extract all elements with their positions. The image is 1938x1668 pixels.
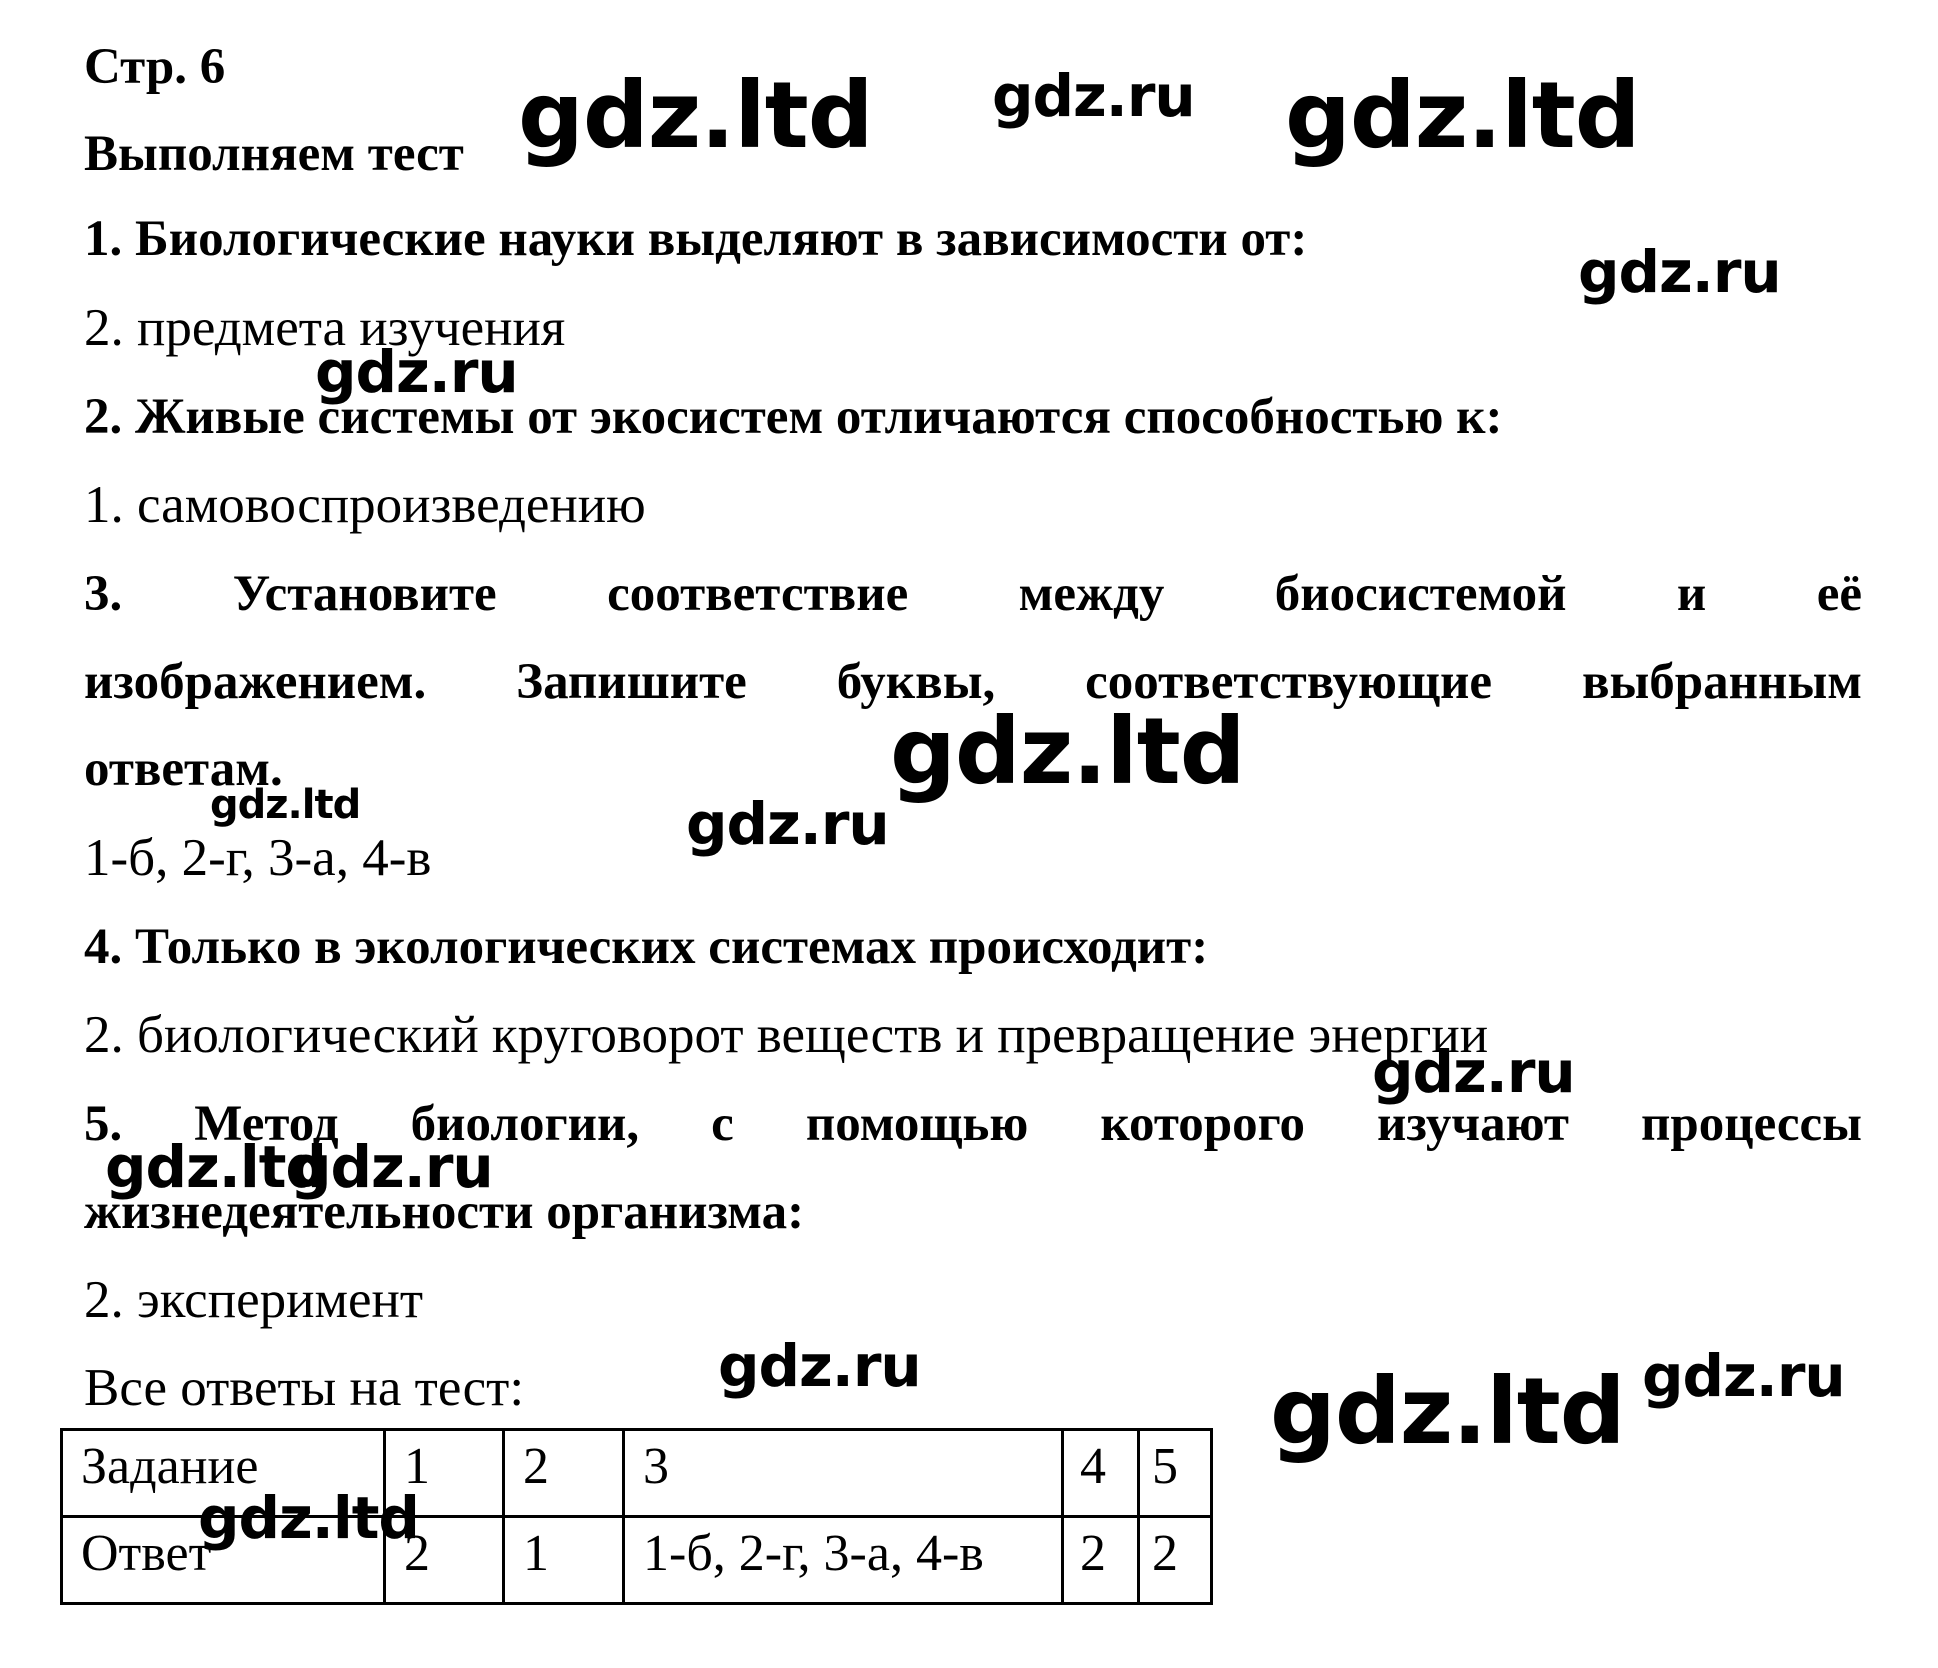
watermark-gdz-ltd: gdz.ltd bbox=[1270, 1358, 1625, 1465]
table-cell: 1 bbox=[385, 1430, 504, 1517]
answer-1: 2. предмета изучения bbox=[84, 299, 566, 357]
question-4: 4. Только в экологических системах происходит: bbox=[84, 919, 1209, 975]
table-cell: 1 bbox=[504, 1517, 624, 1604]
question-3-line-2: изображением. Запишите буквы, соответствующие выбранным bbox=[84, 654, 1862, 710]
table-cell: 4 bbox=[1063, 1430, 1139, 1517]
table-cell: 2 bbox=[1063, 1517, 1139, 1604]
table-cell: 5 bbox=[1139, 1430, 1212, 1517]
question-3-line-3: ответам. bbox=[84, 741, 283, 797]
watermark-gdz-ru: gdz.ru bbox=[290, 1133, 493, 1201]
watermark-gdz-ru: gdz.ru bbox=[315, 338, 518, 406]
question-5-line-2: жизнедеятельности организма: bbox=[84, 1184, 805, 1240]
summary-label: Все ответы на тест: bbox=[84, 1359, 525, 1417]
watermark-gdz-ltd: gdz.ltd bbox=[198, 1484, 419, 1552]
table-cell: 2 bbox=[385, 1517, 504, 1604]
watermark-gdz-ltd: gdz.ltd bbox=[210, 782, 361, 828]
watermark-gdz-ltd: gdz.ltd bbox=[890, 698, 1245, 805]
table-cell: Ответ bbox=[62, 1517, 385, 1604]
watermark-gdz-ru: gdz.ru bbox=[1642, 1342, 1845, 1410]
page-header: Стр. 6 bbox=[84, 39, 226, 95]
watermark-gdz-ru: gdz.ru bbox=[686, 790, 889, 858]
table-cell: 1-б, 2-г, 3-а, 4-в bbox=[624, 1517, 1063, 1604]
question-5-line-1: 5. Метод биологии, с помощью которого изучают процессы bbox=[84, 1096, 1862, 1152]
table-cell: 2 bbox=[504, 1430, 624, 1517]
question-3-line-1: 3. Установите соответствие между биосистемой и её bbox=[84, 566, 1862, 622]
table-cell: 3 bbox=[624, 1430, 1063, 1517]
table-cell: 2 bbox=[1139, 1517, 1212, 1604]
watermark-gdz-ru: gdz.ru bbox=[718, 1332, 921, 1400]
watermark-gdz-ltd: gdz.ltd bbox=[518, 62, 873, 169]
table-cell: Задание bbox=[62, 1430, 385, 1517]
watermark-gdz-ltd: gdz.ltd bbox=[1285, 62, 1640, 169]
watermark-gdz-ru: gdz.ru bbox=[1372, 1038, 1575, 1106]
question-1: 1. Биологические науки выделяют в зависимости от: bbox=[84, 211, 1308, 267]
answer-2: 1. самовоспроизведению bbox=[84, 476, 646, 534]
question-2: 2. Живые системы от экосистем отличаются способностью к: bbox=[84, 389, 1503, 445]
watermark-gdz-ru: gdz.ru bbox=[1578, 238, 1781, 306]
answer-5: 2. эксперимент bbox=[84, 1271, 424, 1329]
answer-4: 2. биологический круговорот веществ и превращение энергии bbox=[84, 1006, 1489, 1064]
answer-3: 1-б, 2-г, 3-а, 4-в bbox=[84, 829, 432, 887]
watermark-gdz-ru: gdz.ru bbox=[992, 62, 1195, 130]
section-title: Выполняем тест bbox=[84, 126, 464, 182]
watermark-gdz-ltd: gdz.ltd bbox=[105, 1133, 326, 1201]
